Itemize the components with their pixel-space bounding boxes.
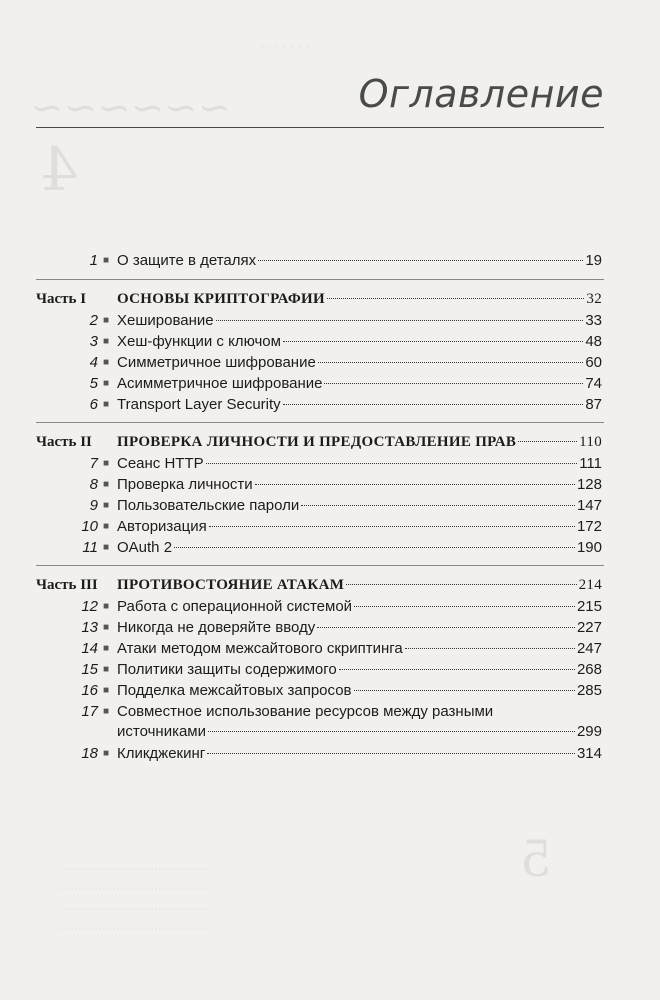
page-number: 147 bbox=[576, 497, 602, 514]
page-number: 110 bbox=[579, 434, 602, 450]
leader-dots bbox=[405, 648, 575, 649]
header-divider bbox=[36, 127, 604, 128]
bleed-through: ~~~~~~ bbox=[30, 85, 232, 131]
chapter-number: 17 bbox=[81, 703, 98, 720]
page-number: 74 bbox=[585, 375, 602, 392]
chapter-title: Работа с операционной системой bbox=[117, 598, 353, 615]
bullet-icon: ■ bbox=[103, 542, 110, 553]
page-number: 215 bbox=[576, 598, 602, 615]
chapter-title-continued: источниками bbox=[117, 723, 206, 740]
leader-dots bbox=[207, 753, 575, 754]
leader-dots bbox=[255, 484, 575, 485]
chapter-title: Хеш-функции с ключом bbox=[117, 333, 281, 350]
bullet-icon: ■ bbox=[103, 664, 110, 675]
leader-dots bbox=[346, 584, 576, 585]
bullet-icon: ■ bbox=[103, 315, 110, 326]
chapter-number: 16 bbox=[81, 682, 98, 699]
bullet-icon: ■ bbox=[103, 643, 110, 654]
bullet-icon: ■ bbox=[103, 255, 110, 266]
section-divider bbox=[36, 279, 604, 280]
bleed-through: 5 bbox=[520, 830, 552, 888]
leader-dots bbox=[283, 404, 584, 405]
chapter-title: OAuth 2 bbox=[117, 539, 173, 556]
bullet-icon: ■ bbox=[103, 685, 110, 696]
chapter-number: 1 bbox=[89, 252, 98, 269]
bullet-icon: ■ bbox=[103, 521, 110, 532]
chapter-title: Transport Layer Security bbox=[117, 396, 281, 413]
leader-dots bbox=[354, 606, 575, 607]
page-number: 285 bbox=[576, 682, 602, 699]
page-number: 172 bbox=[576, 518, 602, 535]
part-label: Часть III bbox=[36, 577, 98, 593]
chapter-title: Атаки методом межсайтового скриптинга bbox=[117, 640, 403, 657]
bullet-icon: ■ bbox=[103, 399, 110, 410]
chapter-number: 4 bbox=[89, 354, 98, 371]
page-number: 190 bbox=[576, 539, 602, 556]
page-number: 19 bbox=[585, 252, 602, 269]
page-number: 128 bbox=[576, 476, 602, 493]
part-title: ПРОВЕРКА ЛИЧНОСТИ И ПРЕДОСТАВЛЕНИЕ ПРАВ bbox=[117, 434, 517, 450]
chapter-title: Подделка межсайтовых запросов bbox=[117, 682, 352, 699]
chapter-title: Совместное использование ресурсов между разными bbox=[117, 703, 494, 720]
chapter-number: 10 bbox=[81, 518, 98, 535]
page-number: 299 bbox=[576, 723, 602, 740]
leader-dots bbox=[174, 547, 575, 548]
section-divider bbox=[36, 565, 604, 566]
chapter-number: 2 bbox=[89, 312, 98, 329]
page-title: Оглавление bbox=[358, 72, 604, 116]
chapter-title: Авторизация bbox=[117, 518, 207, 535]
page-number: 87 bbox=[585, 396, 602, 413]
page-number: 314 bbox=[576, 745, 602, 762]
leader-dots bbox=[327, 298, 584, 299]
chapter-title: Асимметричное шифрование bbox=[117, 375, 323, 392]
leader-dots bbox=[216, 320, 584, 321]
chapter-number: 11 bbox=[82, 539, 98, 556]
leader-dots bbox=[208, 731, 575, 732]
bullet-icon: ■ bbox=[103, 336, 110, 347]
bullet-icon: ■ bbox=[103, 378, 110, 389]
leader-dots bbox=[283, 341, 583, 342]
leader-dots bbox=[258, 260, 583, 261]
chapter-title: Кликджекинг bbox=[117, 745, 206, 762]
chapter-title: Пользовательские пароли bbox=[117, 497, 300, 514]
bullet-icon: ■ bbox=[103, 479, 110, 490]
leader-dots bbox=[518, 441, 577, 442]
page-number: 214 bbox=[578, 577, 602, 593]
leader-dots bbox=[301, 505, 575, 506]
page-number: 111 bbox=[579, 455, 602, 472]
chapter-title: Проверка личности bbox=[117, 476, 253, 493]
bullet-icon: ■ bbox=[103, 706, 110, 717]
page-number: 48 bbox=[585, 333, 602, 350]
leader-dots bbox=[318, 362, 584, 363]
page-number: 33 bbox=[585, 312, 602, 329]
chapter-number: 14 bbox=[81, 640, 98, 657]
chapter-number: 8 bbox=[89, 476, 98, 493]
section-divider bbox=[36, 422, 604, 423]
chapter-number: 3 bbox=[89, 333, 98, 350]
chapter-title: Никогда не доверяйте вводу bbox=[117, 619, 316, 636]
chapter-number: 9 bbox=[89, 497, 98, 514]
bullet-icon: ■ bbox=[103, 601, 110, 612]
leader-dots bbox=[209, 526, 575, 527]
part-label: Часть II bbox=[36, 434, 92, 450]
bleed-through: · · · · · · · bbox=[260, 40, 310, 54]
chapter-number: 15 bbox=[81, 661, 98, 678]
leader-dots bbox=[324, 383, 583, 384]
page-number: 60 bbox=[585, 354, 602, 371]
chapter-title: Хеширование bbox=[117, 312, 214, 329]
bullet-icon: ■ bbox=[103, 622, 110, 633]
chapter-number: 6 bbox=[89, 396, 98, 413]
chapter-title: Симметричное шифрование bbox=[117, 354, 316, 371]
bullet-icon: ■ bbox=[103, 748, 110, 759]
leader-dots bbox=[339, 669, 575, 670]
part-label: Часть I bbox=[36, 291, 87, 307]
bullet-icon: ■ bbox=[103, 500, 110, 511]
leader-dots bbox=[354, 690, 575, 691]
bullet-icon: ■ bbox=[103, 458, 110, 469]
chapter-number: 7 bbox=[89, 455, 98, 472]
chapter-title: Сеанс HTTP bbox=[117, 455, 204, 472]
chapter-number: 13 bbox=[81, 619, 98, 636]
page-number: 268 bbox=[576, 661, 602, 678]
part-title: ОСНОВЫ КРИПТОГРАФИИ bbox=[117, 291, 325, 307]
chapter-title: О защите в деталях bbox=[117, 252, 257, 269]
bullet-icon: ■ bbox=[103, 357, 110, 368]
part-title: ПРОТИВОСТОЯНИЕ АТАКАМ bbox=[117, 577, 345, 593]
page-number: 247 bbox=[576, 640, 602, 657]
leader-dots bbox=[206, 463, 578, 464]
chapter-number: 5 bbox=[89, 375, 98, 392]
leader-dots bbox=[317, 627, 575, 628]
page-number: 227 bbox=[576, 619, 602, 636]
bleed-through: 4 bbox=[40, 135, 79, 205]
chapter-number: 18 bbox=[81, 745, 98, 762]
chapter-title: Политики защиты содержимого bbox=[117, 661, 337, 678]
bleed-through: ·········································· ·········································· ·········································· ·········································· bbox=[60, 863, 207, 936]
chapter-number: 12 bbox=[81, 598, 98, 615]
page-number: 32 bbox=[586, 291, 602, 307]
